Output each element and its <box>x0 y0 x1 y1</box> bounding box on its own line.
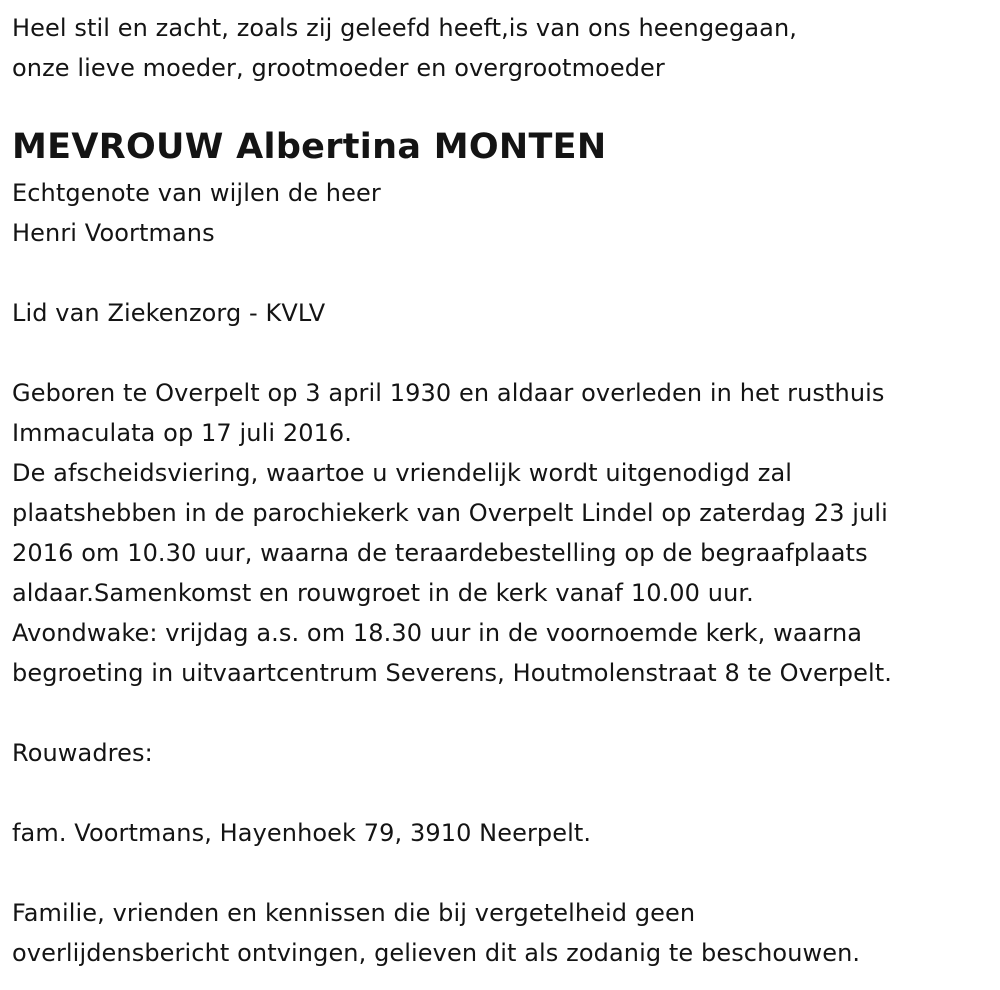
intro-line: onze lieve moeder, grootmoeder en overgrootmoeder <box>12 54 665 82</box>
closing-text <box>12 893 860 973</box>
details-text <box>12 373 892 693</box>
details-line: Geboren te Overpelt op 3 april 1930 en aldaar overleden in het rusthuis <box>12 379 885 407</box>
details-line: 2016 om 10.30 uur, waarna de teraardebestelling op de begraafplaats <box>12 539 868 567</box>
details-line: begroeting in uitvaartcentrum Severens, Houtmolenstraat 8 te Overpelt. <box>12 659 893 687</box>
closing-line: overlijdensbericht ontvingen, gelieven dit als zodanig te beschouwen. <box>12 939 861 967</box>
deceased-name: MEVROUW Albertina MONTEN <box>12 127 607 167</box>
details-line: plaatshebben in de parochiekerk van Overpelt Lindel op zaterdag 23 juli <box>12 499 888 527</box>
details-line: Immaculata op 17 juli 2016. <box>12 419 353 447</box>
intro-text <box>12 8 797 88</box>
details-line: aldaar.Samenkomst en rouwgroet in de kerk vanaf 10.00 uur. <box>12 579 754 607</box>
spouse-line: Henri Voortmans <box>12 219 215 247</box>
spouse-text <box>12 173 381 253</box>
address-label: Rouwadres: <box>12 739 153 767</box>
spouse-line: Echtgenote van wijlen de heer <box>12 179 381 207</box>
membership: Lid van Ziekenzorg - KVLV <box>12 299 326 327</box>
address: fam. Voortmans, Hayenhoek 79, 3910 Neerpelt. <box>12 819 592 847</box>
intro-line: Heel stil en zacht, zoals zij geleefd heeft,is van ons heengegaan, <box>12 14 798 42</box>
details-line: De afscheidsviering, waartoe u vriendelijk wordt uitgenodigd zal <box>12 459 793 487</box>
closing-line: Familie, vrienden en kennissen die bij vergetelheid geen <box>12 899 696 927</box>
details-line: Avondwake: vrijdag a.s. om 18.30 uur in de voornoemde kerk, waarna <box>12 619 863 647</box>
